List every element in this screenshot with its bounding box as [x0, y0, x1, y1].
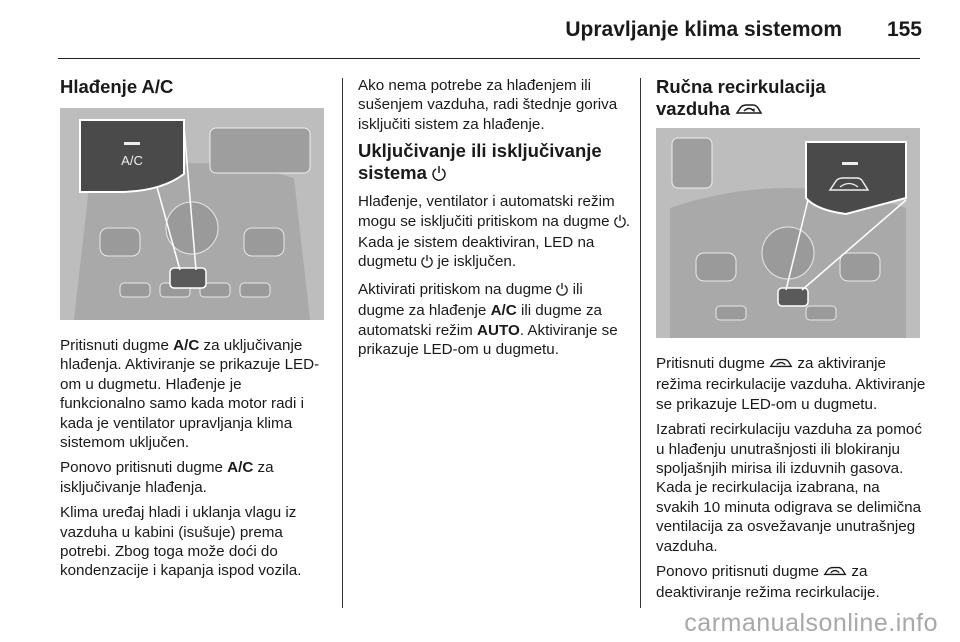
column-recirculation [656, 76, 926, 609]
page-number: 155 [886, 18, 922, 41]
section-heading-cooling: Hlađenje A/C [60, 76, 174, 97]
column-cooling [60, 76, 330, 587]
paragraph: Ako nema potrebe za hlađenjem ili sušenjem vazduha, radi štednje goriva isključiti sistem za hlađenje. [358, 77, 618, 133]
paragraph: Ponovo pritisnuti dugme A/C za isključivanje hlađenja. [60, 459, 274, 496]
paragraph: Aktivirati pritiskom na dugme ili dugme za hlađenje A/C ili dugme za automatski režim AUTO. Aktiviranje se prikazuje LED-om u dugmetu. [358, 280, 618, 359]
ac-button-illustration [60, 108, 324, 320]
power-icon [556, 282, 568, 301]
header-divider [58, 58, 920, 59]
recirculation-icon [769, 356, 793, 375]
paragraph: Pritisnuti dugme za aktiviranje režima recirkulacije vazduha. Aktiviranje se prikazuje LED-om u dugmetu. [656, 355, 926, 413]
power-icon [614, 214, 626, 233]
recirculation-icon [735, 100, 763, 122]
paragraph: Pritisnuti dugme A/C za uključivanje hlađenja. Aktiviranje se prikazuje LED-om u dugmetu. Hlađenje je funkcionalno samo kada motor radi i kada je ventilator upravljanja klima sistemom uključen. [60, 337, 320, 452]
recirculation-icon [823, 564, 847, 583]
paragraph: Ponovo pritisnuti dugme za deaktiviranje režima recirkulacije. [656, 563, 880, 602]
page-title: Upravljanje klima sistemom [565, 18, 842, 41]
paragraph: Izabrati recirkulaciju vazduha za pomoć u hlađenju unutrašnjosti ili blokiranju spoljašnjih mirisa ili izduvnih gasova. Kada je recirkulacija izabrana, na svakih 10 minuta odigrava se delimična ventilacija za osvežavanje unutrašnjeg vazduha. [656, 421, 922, 555]
watermark: carmanualsonline.info [684, 609, 938, 637]
paragraph: Klima uređaj hladi i uklanja vlagu iz vazduha u kabini (isušuje) prema potrebi. Zbog toga može doći do kondenzacije i kapanja ispod vozila. [60, 504, 302, 580]
column-divider-1 [342, 78, 343, 608]
page-header [0, 0, 960, 58]
section-heading-recirculation: Ručna recirkulacija vazduha [656, 76, 926, 122]
power-icon [421, 254, 433, 273]
column-on-off [358, 76, 630, 365]
column-divider-2 [640, 78, 641, 608]
ac-button-label: A/C [121, 153, 143, 168]
paragraph: Hlađenje, ventilator i automatski režim mogu se isključiti pritiskom na dugme . Kada je sistem deaktiviran, LED na dugmetu je isključen. [358, 192, 630, 274]
recirculation-button-illustration [656, 128, 920, 338]
section-heading-on-off: Uključivanje ili isključivanje sistema [358, 140, 630, 186]
power-icon [432, 164, 446, 186]
